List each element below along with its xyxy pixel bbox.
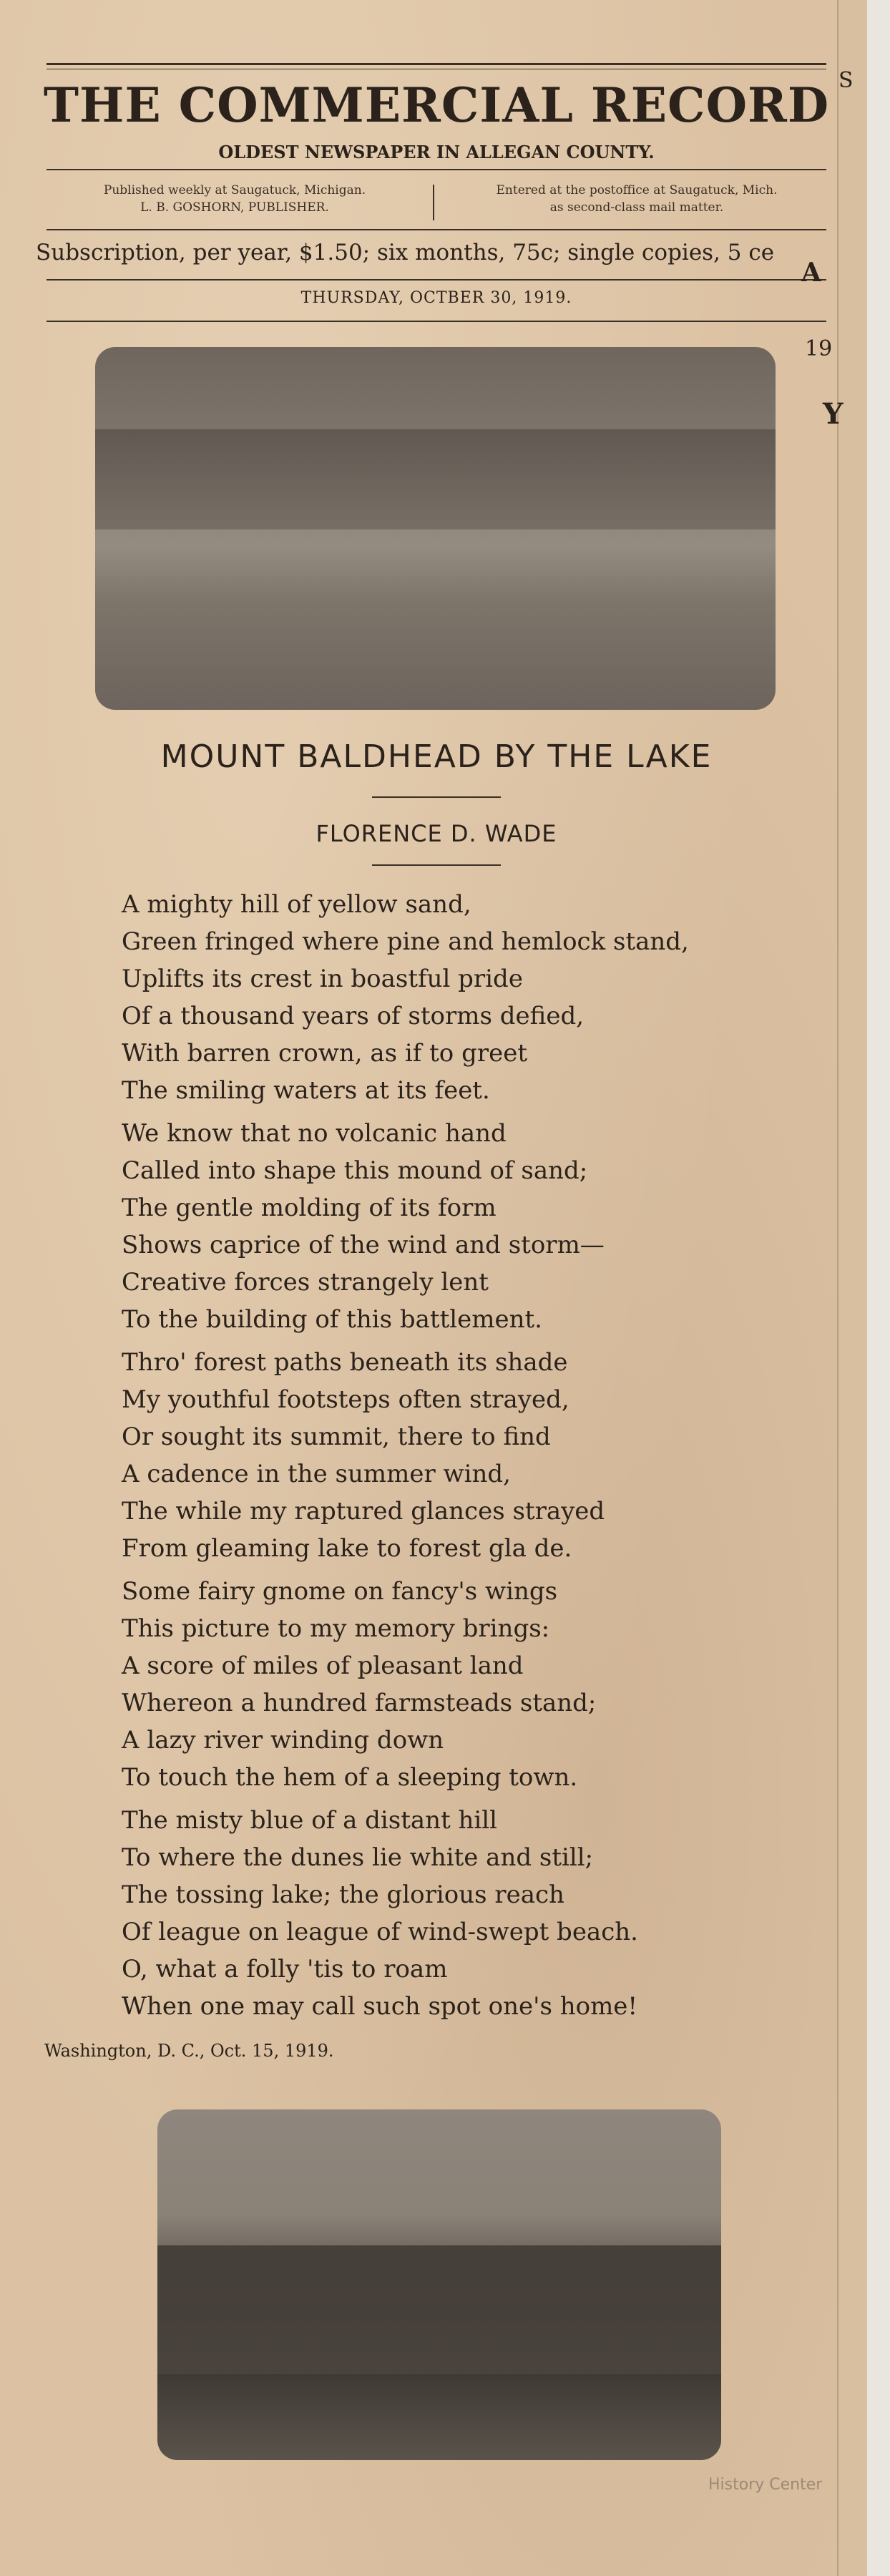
masthead-subtitle: OLDEST NEWSPAPER IN ALLEGAN COUNTY. — [218, 142, 655, 162]
poem-line: A lazy river winding down — [122, 1726, 444, 1755]
poem-line: The tossing lake; the glorious reach — [122, 1880, 564, 1909]
entered-line-1: Entered at the postoffice at Saugatuck, Mich. — [496, 183, 778, 197]
issue-date: THURSDAY, OCTBER 30, 1919. — [300, 289, 572, 307]
poem-line: Of a thousand years of storms defied, — [122, 1002, 585, 1030]
publisher-info — [56, 182, 414, 216]
poem-line: To where the dunes lie white and still; — [122, 1843, 594, 1872]
subscription-top-rule — [47, 229, 826, 230]
published-line-2: L. B. GOSHORN, PUBLISHER. — [140, 200, 329, 215]
poem-line: We know that no volcanic hand — [122, 1119, 507, 1148]
poem-signoff: Washington, D. C., Oct. 15, 1919. — [44, 2041, 334, 2061]
poem-line: This picture to my memory brings: — [122, 1614, 550, 1643]
title-rule — [372, 796, 501, 798]
poem-line: A score of miles of pleasant land — [122, 1652, 524, 1680]
poem-line: Of league on league of wind-swept beach. — [122, 1918, 638, 1946]
poem-line: Thro' forest paths beneath its shade — [122, 1348, 568, 1377]
poem-line: The misty blue of a distant hill — [122, 1806, 498, 1835]
poem-line: Green fringed where pine and hemlock stand, — [122, 927, 689, 956]
archive-watermark: History Center — [708, 2476, 823, 2494]
poem-line: From gleaming lake to forest gla de. — [122, 1534, 572, 1563]
stanza-5 — [122, 1802, 823, 2025]
poem-line: My youthful footsteps often strayed, — [122, 1385, 569, 1414]
poem-line: The smiling waters at its feet. — [122, 1076, 490, 1105]
margin-letter-y: Y — [823, 397, 843, 431]
poem-line: Some fairy gnome on fancy's wings — [122, 1577, 558, 1606]
poem-author: FLORENCE D. WADE — [316, 820, 557, 847]
poem-line: Uplifts its crest in boastful pride — [122, 965, 523, 993]
poem-line: To touch the hem of a sleeping town. — [122, 1763, 578, 1792]
margin-year-fragment: 19 — [805, 336, 833, 361]
published-line-1: Published weekly at Saugatuck, Michigan. — [103, 183, 366, 197]
stanza-3 — [122, 1344, 823, 1567]
stanza-4 — [122, 1573, 823, 1796]
subscription-bottom-rule — [47, 279, 826, 280]
poem-line: To the building of this battlement. — [122, 1305, 542, 1334]
dateline-bottom-rule — [47, 321, 826, 322]
margin-letter-s: S — [838, 68, 854, 93]
poem-line: With barren crown, as if to greet — [122, 1039, 527, 1068]
poem-line: A cadence in the summer wind, — [122, 1460, 511, 1488]
author-rule — [372, 864, 501, 866]
poem-line: Or sought its summit, there to find — [122, 1423, 551, 1451]
margin-letter-a: A — [801, 258, 821, 288]
publisher-divider — [433, 185, 434, 220]
poem-line: Creative forces strangely lent — [122, 1268, 489, 1297]
masthead-top-rule — [47, 63, 826, 65]
poem-line: O, what a folly 'tis to roam — [122, 1955, 448, 1984]
adjacent-column-strip — [837, 0, 867, 2576]
photo-hill-shape — [95, 429, 776, 530]
poem-title: MOUNT BALDHEAD BY THE LAKE — [160, 738, 713, 775]
mount-baldhead-photo — [95, 347, 776, 710]
subscription-rates: Subscription, per year, $1.50; six months, 75c; single copies, 5 ce — [36, 240, 775, 265]
dune-photo — [157, 2109, 721, 2460]
stanza-1 — [122, 886, 823, 1109]
stanza-2 — [122, 1115, 823, 1338]
poem-line: The while my raptured glances strayed — [122, 1497, 605, 1526]
poem-line: A mighty hill of yellow sand, — [122, 890, 471, 919]
poem-line: The gentle molding of its form — [122, 1194, 497, 1222]
masthead-title: THE COMMERCIAL RECORD — [43, 77, 830, 133]
entered-line-2: as second-class mail matter. — [549, 200, 724, 215]
poem-line: Whereon a hundred farmsteads stand; — [122, 1689, 597, 1717]
poem-line: Called into shape this mound of sand; — [122, 1156, 588, 1185]
poem-line: Shows caprice of the wind and storm— — [122, 1231, 605, 1259]
masthead-mid-rule — [47, 169, 826, 170]
photo-dune-shape — [157, 2245, 721, 2374]
postoffice-info — [451, 182, 823, 216]
poem-line: When one may call such spot one's home! — [122, 1992, 638, 2021]
